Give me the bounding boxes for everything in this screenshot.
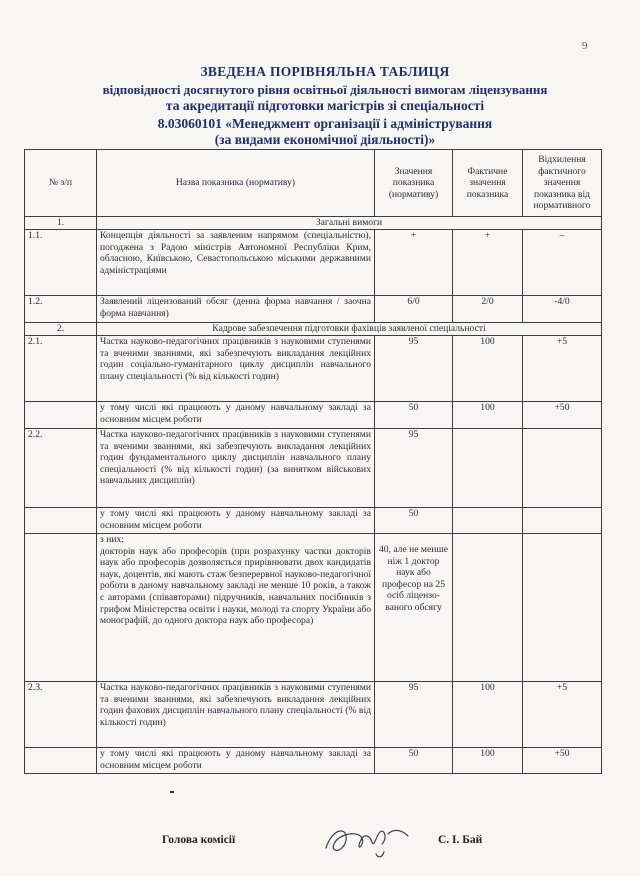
header-actual-value: Фактичне значення показника — [453, 150, 523, 217]
row-deviation: -4/0 — [523, 296, 602, 323]
table-row — [25, 402, 602, 429]
row-norm-value: 50 — [375, 402, 453, 429]
row-num: 2.1. — [25, 336, 97, 402]
row-actual-value: 100 — [453, 748, 523, 774]
row-actual-value: 100 — [453, 682, 523, 748]
row-deviation: +5 — [523, 682, 602, 748]
document-subtitle-line: 8.03060101 «Менеджмент організації і адміністрування — [157, 116, 493, 131]
table-row — [25, 682, 602, 748]
table-row — [25, 336, 602, 402]
row-description-body: докторів наук або професорів (при розрахунку частки докторів наук або професорів дозволяється прирівнювати двох кандидатів наук, доцентів, які мають стаж безперервної науково-педагогічної роботи в даному навчальному закладі не менше 10 років, а також є авторами (співавторами) підручників, навчальних посібників з грифом Міністерства освіти і науки, молоді та спорту України або монографій, до одного доктора наук або професора) — [100, 545, 371, 627]
row-actual-value: + — [453, 230, 523, 296]
row-actual-value: 100 — [453, 336, 523, 402]
row-num: 1.1. — [25, 230, 97, 296]
document-title: ЗВЕДЕНА ПОРІВНЯЛЬНА ТАБЛИЦЯ — [200, 64, 450, 79]
row-description: у тому числі які працюють у даному навчальному закладі за основним місцем роботи — [97, 508, 375, 534]
row-description: Частка науково-педагогічних працівників з науковими ступенями та вченими званнями, які забезпечують викладання лекційних годин соціально-гуманітарного циклу дисциплін навчального плану спеціальності (% від кількості годин) — [97, 336, 375, 402]
row-norm-value: 95 — [375, 429, 453, 508]
row-actual-value — [453, 534, 523, 682]
table-row — [25, 508, 602, 534]
section-title: Кадрове забезпечення підготовки фахівців заявленої спеціальності — [97, 323, 602, 336]
row-actual-value: 100 — [453, 402, 523, 429]
header-norm-value: Значення показника (нормативу) — [375, 150, 453, 217]
row-norm-value: 40, але не менше ніж 1 доктор наук або професор на 25 осіб ліцензо-ваного обсягу — [375, 534, 453, 682]
row-deviation: +50 — [523, 748, 602, 774]
row-norm-value: 95 — [375, 336, 453, 402]
handwritten-signature — [318, 818, 418, 862]
row-norm-value: 6/0 — [375, 296, 453, 323]
document-subtitle-line: (за видами економічної діяльності)» — [214, 132, 436, 147]
row-description — [97, 534, 375, 682]
row-description-intro: з них: — [100, 534, 124, 545]
row-deviation: +50 — [523, 402, 602, 429]
row-num: 2.3. — [25, 682, 97, 748]
table-row — [25, 429, 602, 508]
row-description: у тому числі які працюють у даному навчальному закладі за основним місцем роботи — [97, 402, 375, 429]
document-subtitle-line: відповідності досягнутого рівня освітньої діяльності вимогам ліцензування — [102, 82, 548, 97]
row-deviation — [523, 429, 602, 508]
table-row — [25, 748, 602, 774]
table-header-row — [25, 150, 602, 217]
table-row — [25, 534, 602, 682]
row-description: Заявлений ліцензований обсяг (денна форма навчання / заочна форма навчання) — [97, 296, 375, 323]
section-num: 2. — [25, 323, 97, 336]
row-description: Концепція діяльності за заявленим напрямом (спеціальністю), погоджена з Радою міністрів Автономної Республіки Крим, обласною, Київською, Севастопольською міськими державними адміністраціями — [97, 230, 375, 296]
section-row — [25, 217, 602, 230]
header-deviation: Відхилення фактичного значення показника від нормативного — [523, 150, 602, 217]
row-norm-value: 95 — [375, 682, 453, 748]
row-deviation: – — [523, 230, 602, 296]
row-actual-value — [453, 508, 523, 534]
commission-head-name: С. І. Бай — [438, 834, 483, 846]
section-row — [25, 323, 602, 336]
comparison-table — [24, 149, 602, 774]
row-description: Частка науково-педагогічних працівників з науковими ступенями та вченими званнями, які забезпечують викладання лекційних годин фахових дисциплін навчального плану спеціальності (% від кількості годин) — [97, 682, 375, 748]
page-number: 9 — [582, 40, 588, 52]
row-actual-value — [453, 429, 523, 508]
table-row — [25, 230, 602, 296]
section-num: 1. — [25, 217, 97, 230]
row-actual-value: 2/0 — [453, 296, 523, 323]
commission-head-label: Голова комісії — [162, 834, 236, 846]
row-norm-value: 50 — [375, 508, 453, 534]
row-deviation — [523, 508, 602, 534]
stray-mark — [170, 791, 174, 793]
row-deviation — [523, 534, 602, 682]
header-indicator-name: Назва показника (нормативу) — [97, 150, 375, 217]
row-norm-value: + — [375, 230, 453, 296]
section-title: Загальні вимоги — [97, 217, 602, 230]
row-num: 2.2. — [25, 429, 97, 508]
row-num: 1.2. — [25, 296, 97, 323]
row-deviation: +5 — [523, 336, 602, 402]
document-subtitle-line: та акредитації підготовки магістрів зі спеціальності — [165, 98, 485, 113]
row-norm-value: 50 — [375, 748, 453, 774]
table-row — [25, 296, 602, 323]
row-description: у тому числі які працюють у даному навчальному закладі за основним місцем роботи — [97, 748, 375, 774]
header-num: № з/п — [25, 150, 97, 217]
row-description: Частка науково-педагогічних працівників з науковими ступенями та вченими званнями, які забезпечують викладання лекційних годин фундаментального циклу дисциплін навчального плану спеціальності (% від кількості годин) (за винятком військових навчальних дисциплін) — [97, 429, 375, 508]
